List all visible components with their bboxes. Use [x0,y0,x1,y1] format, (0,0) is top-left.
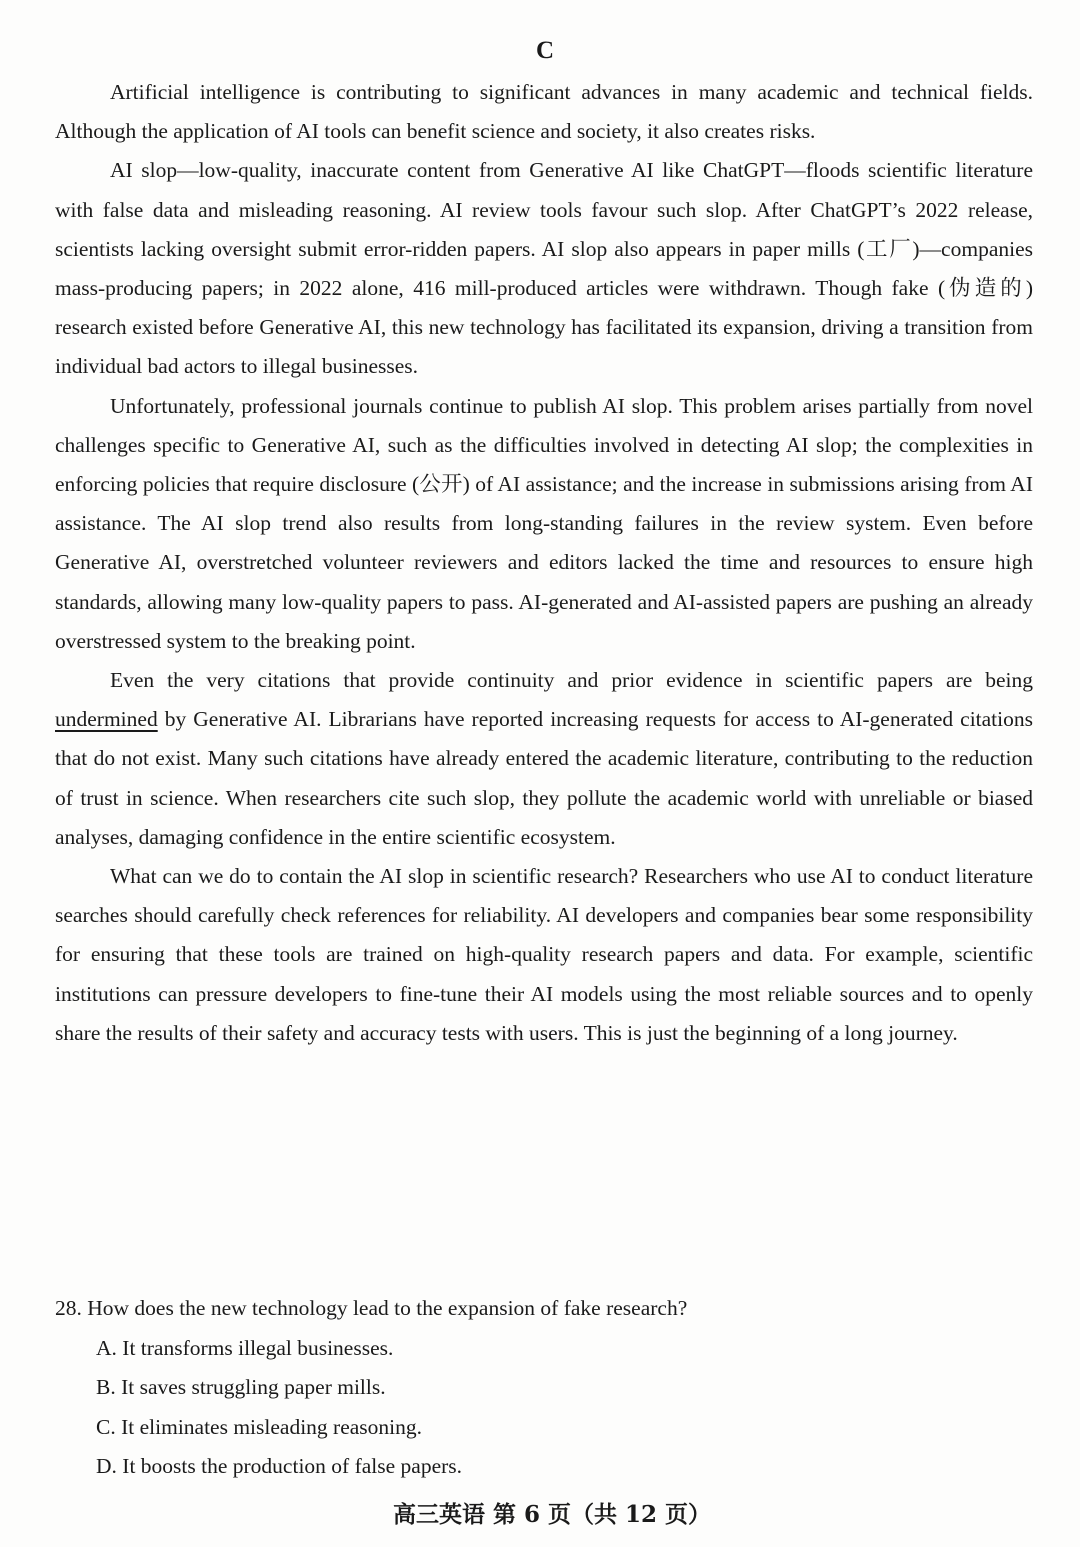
option-text: It transforms illegal businesses. [122,1335,394,1360]
option-letter: A. [96,1335,117,1360]
passage-paragraph-3: Unfortunately, professional journals continue to publish AI slop. This problem arises partially from novel challenges specific to Generative AI, such as the difficulties involved in detecting AI slop; the complexities in enforcing policies that require disclosure (公开) of AI assistance; and the increase in submissions arising from AI assistance. The AI slop trend also results from long-standing failures in the review system. Even before Generative AI, overstretched volunteer reviewers and editors lacked the time and resources to ensure high standards, allowing many low-quality papers to pass. AI-generated and AI-assisted papers are pushing an already overstressed system to the breaking point. [55,393,1033,653]
page-footer: 高三英语 第 6 页（共 12 页） [392,1501,712,1528]
option-a[interactable] [96,1329,1033,1369]
option-letter: B. [96,1375,116,1399]
question-stem [55,1289,1033,1329]
option-text: It eliminates misleading reasoning. [121,1414,423,1439]
passage-paragraph-5: What can we do to contain the AI slop in scientific research? Researchers who use AI to conduct literature searches should carefully check references for reliability. AI developers and companies bear some responsibility for ensuring that these tools are trained on high-quality research papers and data. For example, scientific institutions can pressure developers to fine-tune their AI models using the most reliable sources and to openly share the results of their safety and accuracy tests with users. This is just the beginning of a long journey. [55,864,1033,1045]
paragraph-4-text-after: by Generative AI. Librarians have reported increasing requests for access to AI-generated citations that do not exist. Many such citations have already entered the academic literature, contributing to the reduction of trust in science. When researchers cite such slop, they pollute the academic world with unreliable or biased analyses, damaging confidence in the entire scientific ecosystem. [55,707,1033,849]
reading-passage [55,73,1033,1053]
passage-paragraph-1: Artificial intelligence is contributing to significant advances in many academic and technical fields. Although the application of AI tools can benefit science and society, it also creates risks. [55,80,1033,144]
question-28 [55,1289,1033,1487]
option-d[interactable] [96,1447,1033,1487]
option-letter: D. [96,1454,117,1478]
passage-paragraph-2: AI slop—low-quality, inaccurate content from Generative AI like ChatGPT—floods scientific literature with false data and misleading reasoning. AI review tools favour such slop. After ChatGPT’s 2022 release, scientists lacking oversight submit error-ridden papers. AI slop also appears in paper mills (工厂)—companies mass-producing papers; in 2022 alone, 416 mill-produced articles were withdrawn. Though fake (伪造的) research existed before Generative AI, this new technology has facilitated its expansion, driving a transition from individual bad actors to illegal businesses. [55,158,1033,379]
question-text: How does the new technology lead to the expansion of fake research? [87,1296,688,1320]
question-number: 28. [55,1296,82,1320]
option-text: It boosts the production of false papers. [122,1454,463,1478]
option-letter: C. [96,1414,116,1439]
option-c[interactable] [96,1408,1033,1448]
paragraph-4-text-before: Even the very citations that provide continuity and prior evidence in scientific papers are being [110,668,1033,693]
option-text: It saves struggling paper mills. [121,1375,386,1399]
underlined-word: undermined [55,707,158,732]
passage-paragraph-4 [55,661,1033,857]
section-heading: C [535,37,555,64]
option-b[interactable] [96,1368,1033,1408]
answer-options [55,1329,1033,1487]
